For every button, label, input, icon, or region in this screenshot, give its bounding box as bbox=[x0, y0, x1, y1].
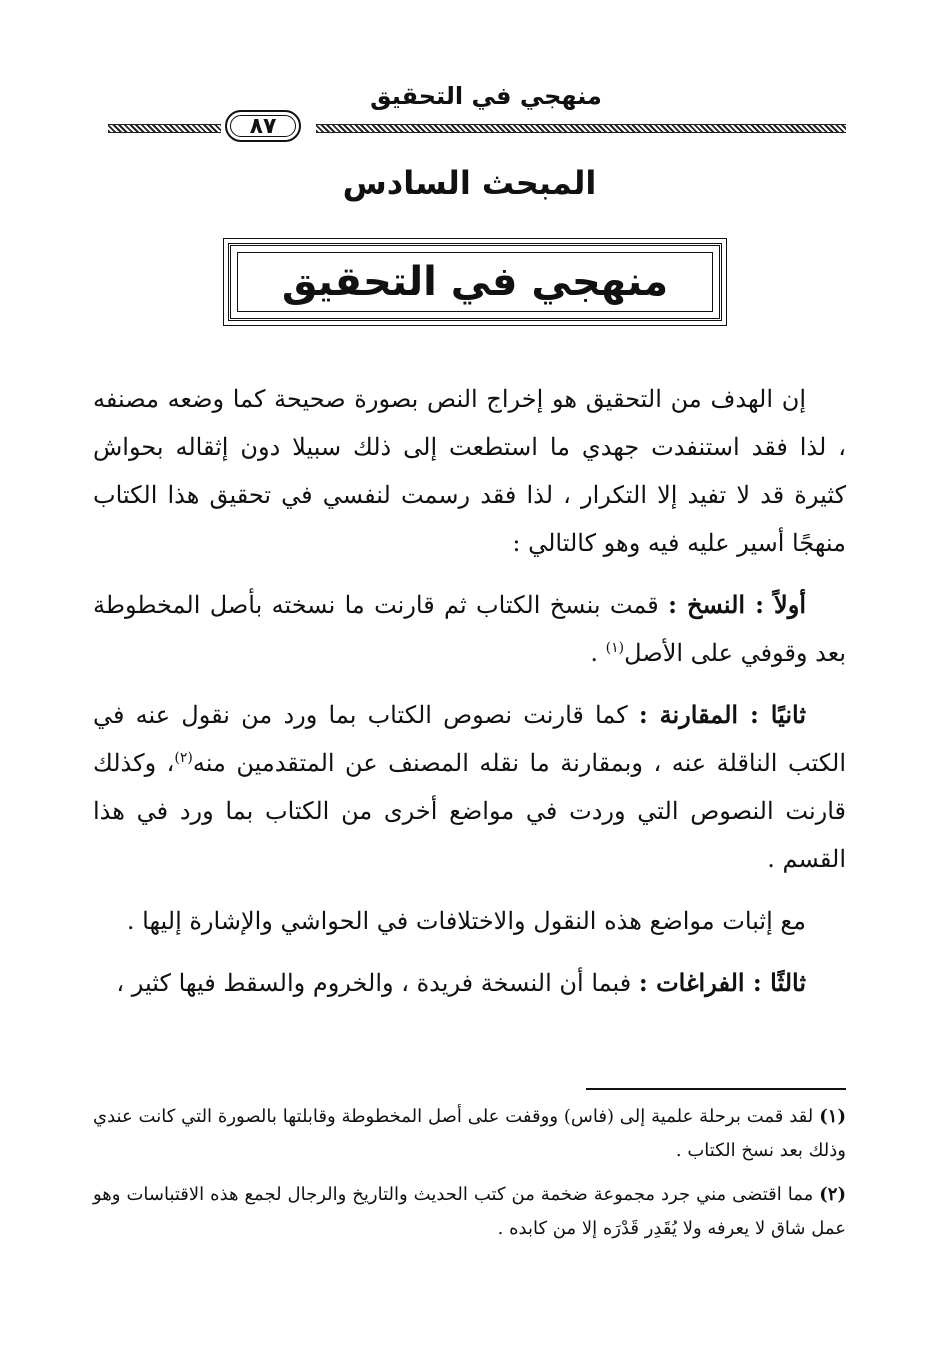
header-rule-right bbox=[316, 124, 846, 133]
paragraph-end: ، وكذلك قارنت النصوص التي وردت في مواضع أخرى من الكتاب بما ورد في هذا القسم . bbox=[93, 749, 846, 873]
section-title: منهجي في التحقيق bbox=[281, 259, 669, 305]
paragraph-text: كما قارنت نصوص الكتاب بما ورد من نقول عنه في الكتب الناقلة عنه ، وبمقارنة ما نقله المصنف عن المتقدمين منه bbox=[93, 701, 846, 777]
paragraph-heading: ثالثًا : الفراغات : bbox=[638, 968, 806, 997]
footnotes bbox=[93, 1100, 846, 1256]
paragraph-gaps bbox=[93, 959, 846, 1007]
paragraph-text: فبما أن النسخة فريدة ، والخروم والسقط فيها كثير ، bbox=[116, 969, 639, 997]
paragraph-end: . bbox=[590, 639, 606, 667]
body-text bbox=[93, 375, 846, 1021]
running-title: منهجي في التحقيق bbox=[370, 82, 602, 110]
footnote-separator bbox=[586, 1088, 846, 1090]
title-frame bbox=[228, 243, 722, 321]
footnote-2 bbox=[93, 1178, 846, 1246]
footnote-text: مما اقتضى مني جرد مجموعة ضخمة من كتب الحديث والتاريخ والرجال لجمع هذه الاقتباسات وهو عمل شاق لا يعرفه ولا يُقَدِر قَدْرَه إلا من كابده . bbox=[93, 1184, 846, 1239]
paragraph-intro: إن الهدف من التحقيق هو إخراج النص بصورة صحيحة كما وضعه مصنفه ، لذا فقد استنفدت جهدي ما استطعت إلى ذلك سبيلا دون إثقاله بحواش كثيرة قد لا تفيد إلا التكرار ، لذا فقد رسمت لنفسي في تحقيق هذا الكتاب منهجًا أسير عليه فيه وهو كالتالي : bbox=[93, 385, 846, 557]
footnote-reference[interactable]: (١) bbox=[605, 640, 625, 656]
paragraph-heading: أولاً : النسخ : bbox=[668, 590, 806, 619]
footnote-reference[interactable]: (٢) bbox=[174, 750, 193, 766]
paragraph-text: قمت بنسخ الكتاب ثم قارنت ما نسخته بأصل المخطوطة بعد وقوفي على الأصل bbox=[93, 591, 846, 667]
paragraph-citations: مع إثبات مواضع هذه النقول والاختلافات في الحواشي والإشارة إليها . bbox=[126, 907, 806, 935]
footnote-1 bbox=[93, 1100, 846, 1168]
footnote-text: لقد قمت برحلة علمية إلى (فاس) ووقفت على أصل المخطوطة وقابلتها بالصورة التي كانت عندي وذلك بعد نسخ الكتاب . bbox=[93, 1106, 846, 1161]
paragraph-heading: ثانيًا : المقارنة : bbox=[638, 700, 807, 729]
footnote-number: (١) bbox=[819, 1106, 846, 1127]
paragraph-comparison bbox=[93, 691, 846, 883]
page-number: ٨٧ bbox=[225, 110, 301, 142]
header-rule-left bbox=[108, 124, 221, 133]
section-label: المبحث السادس bbox=[342, 164, 597, 202]
paragraph-copying bbox=[93, 581, 846, 677]
footnote-number: (٢) bbox=[819, 1184, 846, 1205]
